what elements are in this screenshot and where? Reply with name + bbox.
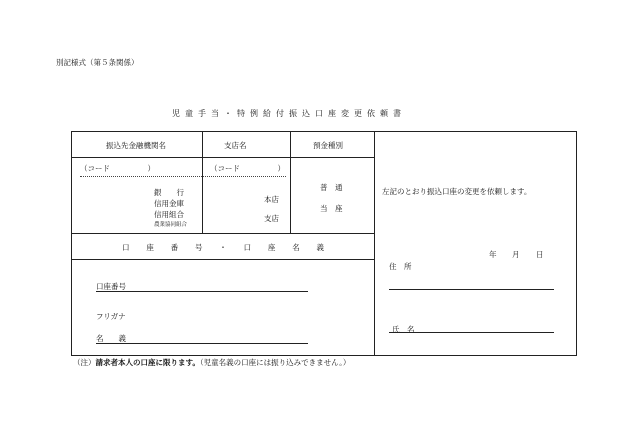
bank-type-shinkumi: 信用組合 xyxy=(154,210,184,219)
branch-type-branch: 支店 xyxy=(264,214,279,223)
account-holder-line[interactable] xyxy=(96,343,308,344)
furigana-label: フリガナ xyxy=(96,312,126,321)
request-text: 左記のとおり振込口座の変更を依頼します。 xyxy=(382,187,532,196)
divider-branch-type xyxy=(290,131,291,233)
date-year: 年 xyxy=(489,250,497,259)
divider-bank-row xyxy=(71,233,375,234)
footnote-prefix: （注） xyxy=(73,358,96,367)
bank-code-field[interactable]: （コード ） xyxy=(80,164,155,173)
account-type-ordinary: 普 通 xyxy=(320,183,343,192)
account-number-label: 口座番号 xyxy=(96,282,126,291)
document-title: 児童手当・特例給付振込口座変更依頼書 xyxy=(172,109,406,118)
date-month: 月 xyxy=(512,250,520,259)
account-holder-label: 名 義 xyxy=(96,334,126,343)
footnote-rest: （児童名義の口座には振り込みできません。） xyxy=(199,358,351,367)
header-account-type: 預金種別 xyxy=(313,141,343,150)
footnote-bold: 請求者本人の口座に限ります。 xyxy=(95,358,200,367)
bank-type-shinkin: 信用金庫 xyxy=(154,199,184,208)
account-type-current: 当 座 xyxy=(320,204,343,213)
header-branch-name: 支店名 xyxy=(224,141,247,150)
address-label: 住 所 xyxy=(389,262,412,271)
applicant-name-label: 氏 名 xyxy=(392,325,415,334)
divider-bank-branch xyxy=(202,131,203,233)
address-line[interactable] xyxy=(389,289,554,290)
form-label: 別記様式（第５条関係） xyxy=(56,58,139,67)
footnote xyxy=(73,357,350,368)
header-bank-name: 振込先金融機関名 xyxy=(106,141,166,150)
date-day: 日 xyxy=(536,250,544,259)
branch-type-head: 本店 xyxy=(264,195,279,204)
divider-account-header xyxy=(71,259,375,260)
divider-right-section xyxy=(374,131,375,356)
account-number-line[interactable] xyxy=(96,291,308,292)
code-underline xyxy=(80,176,286,177)
account-section-header: 口 座 番 号 ・ 口 座 名 義 xyxy=(122,243,324,252)
bank-type-bank: 銀 行 xyxy=(154,188,184,197)
bank-type-nokyo: 農業協同組合 xyxy=(154,222,188,228)
applicant-name-line[interactable] xyxy=(389,332,554,333)
divider-header-row xyxy=(71,157,375,158)
branch-code-field[interactable]: （コード ） xyxy=(210,164,285,173)
